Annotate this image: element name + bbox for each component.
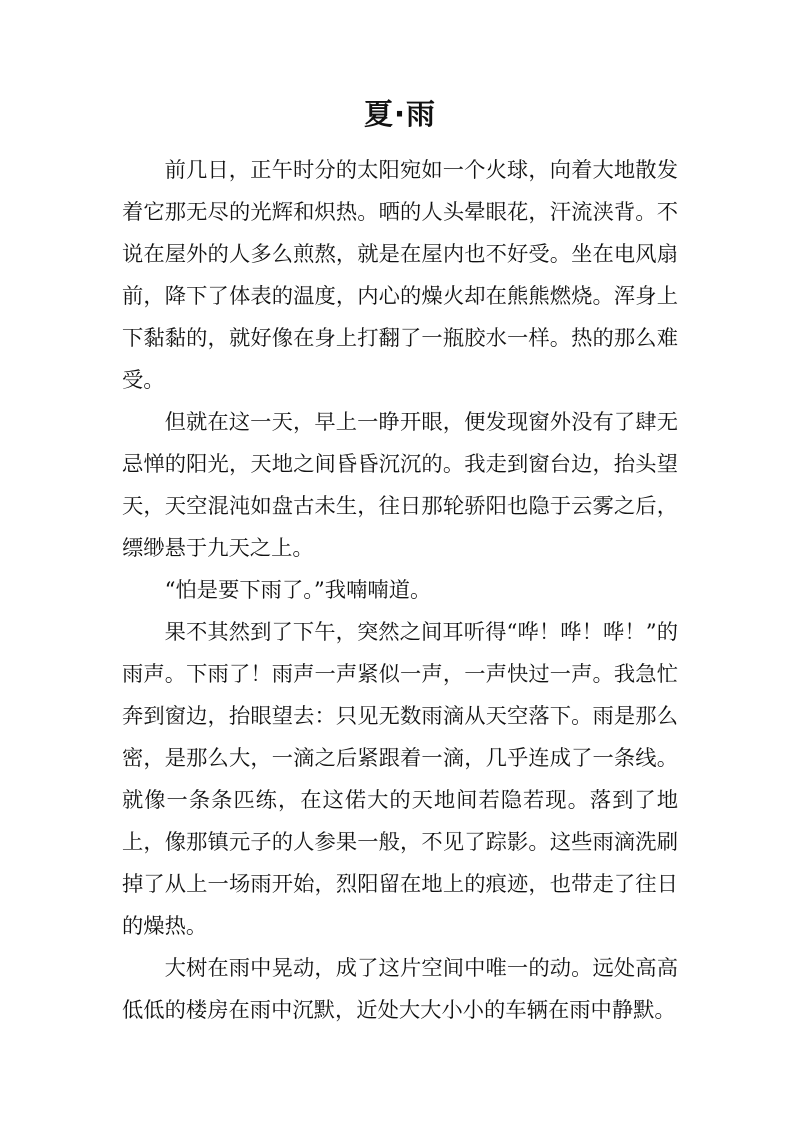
body-paragraph-2: 但就在这一天，早上一睁开眼，便发现窗外没有了肆无忌惮的阳光，天地之间昏昏沉沉的。我走到窗台边，抬头望天，天空混沌如盘古未生，往日那轮骄阳也隐于云雾之后，缥缈悬于九天之上。 [122, 410, 678, 561]
body-paragraph-3: “怕是要下雨了。”我喃喃道。 [164, 578, 432, 603]
document-title: 夏·雨 [363, 97, 437, 131]
body-paragraph-4: 果不其然到了下午，突然之间耳听得“哗！哗！哗！”的雨声。下雨了！雨声一声紧似一声，一声快过一声。我急忙奔到窗边，抬眼望去：只见无数雨滴从天空落下。雨是那么密，是那么大，一滴之后紧跟着一滴，几乎连成了一条线。就像一条条匹练，在这偌大的天地间若隐若现。落到了地上，像那镇元子的人参果一般，不见了踪影。这些雨滴洗刷掉了从上一场雨开始，烈阳留在地上的痕迹，也带走了往日的燥热。 [122, 620, 678, 939]
body-paragraph-1: 前几日，正午时分的太阳宛如一个火球，向着大地散发着它那无尽的光辉和炽热。晒的人头晕眼花，汗流浃背。不说在屋外的人多么煎熬，就是在屋内也不好受。坐在电风扇前，降下了体表的温度，内心的燥火却在熊熊燃烧。浑身上下黏黏的，就好像在身上打翻了一瓶胶水一样。热的那么难受。 [122, 158, 678, 393]
document-body [122, 150, 678, 1032]
body-paragraph-5: 大树在雨中晃动，成了这片空间中唯一的动。远处高高低低的楼房在雨中沉默，近处大大小小的车辆在雨中静默。 [122, 956, 678, 1023]
